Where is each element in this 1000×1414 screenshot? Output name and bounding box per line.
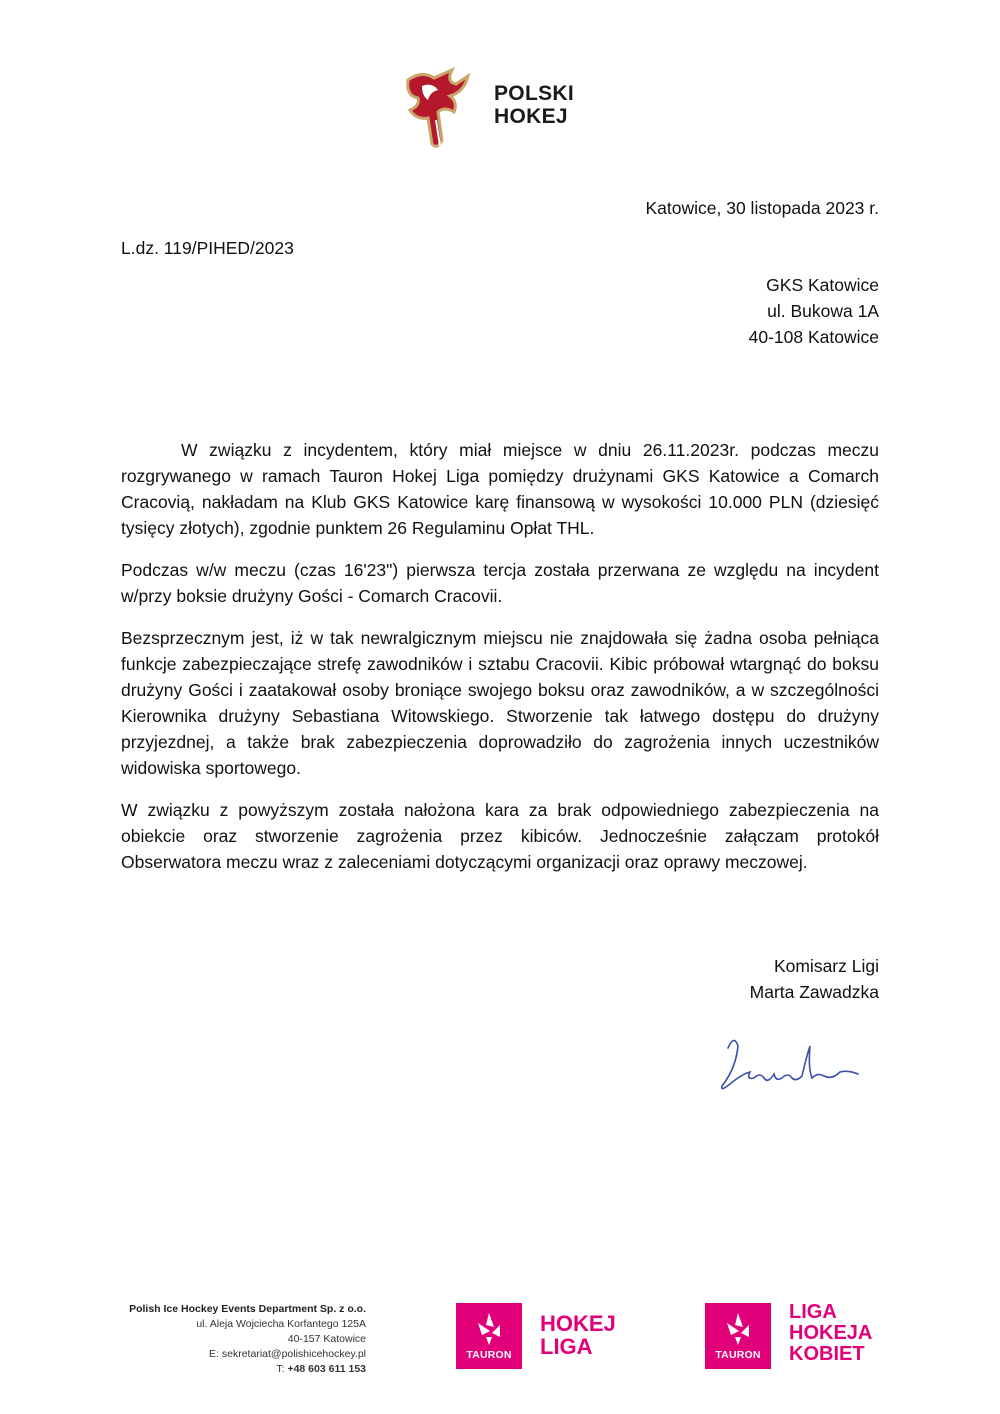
logo-wordmark (494, 82, 574, 128)
paragraph: W związku z incydentem, który miał miejsce w dniu 26.11.2023r. podczas meczu rozgrywanego w ramach Tauron Hokej Liga pomiędzy drużynami GKS Katowice a Comarch Cracovią, nakładam na Klub GKS Katowice karę finansową w wysokości 10.000 PLN (dziesięć tysięcy złotych), zgodnie punktem 26 Regulaminu Opłat THL. (121, 440, 879, 538)
letter-date: Katowice, 30 listopada 2023 r. (645, 198, 879, 218)
tauron-logo (456, 1303, 522, 1369)
logo-line-1: POLSKI (494, 82, 574, 105)
footer-street: ul. Aleja Wojciecha Korfantego 125A (196, 1318, 366, 1330)
hokej-liga-line-1: HOKEJ (540, 1311, 616, 1336)
footer-city: 40-157 Katowice (287, 1333, 366, 1345)
addressee-city: 40-108 Katowice (748, 327, 879, 347)
footer-phone: +48 603 611 153 (287, 1363, 366, 1375)
footer-company: Polish Ice Hockey Events Department Sp. z o.o. (129, 1303, 366, 1315)
signatory-block (750, 953, 879, 1005)
reference-number: L.dz. 119/PIHED/2023 (121, 238, 294, 258)
addressee-block (749, 272, 879, 350)
liga-kobiet-line-2: HOKEJA (789, 1322, 873, 1344)
footer-phone-prefix: T: (276, 1363, 288, 1375)
addressee-name: GKS Katowice (766, 275, 879, 295)
polski-hokej-emblem-icon (398, 62, 476, 154)
tauron-label: TAURON (715, 1349, 761, 1361)
signatory-name: Marta Zawadzka (749, 982, 879, 1002)
liga-kobiet-line-3: KOBIET (789, 1343, 865, 1365)
signatory-title: Komisarz Ligi (773, 956, 879, 976)
footer-address (110, 1302, 366, 1377)
handwritten-signature (708, 1028, 868, 1100)
hokej-liga-wordmark (540, 1312, 616, 1358)
logo-line-2: HOKEJ (494, 105, 568, 128)
footer-phone-line (110, 1362, 366, 1377)
letter-body (121, 437, 879, 891)
tauron-label: TAURON (466, 1349, 512, 1361)
paragraph: Podczas w/w meczu (czas 16'23") pierwsza tercja została przerwana ze względu na incydent w/przy boksie drużyny Gości - Comarch Cracovii. (121, 560, 879, 606)
footer-email: E: sekretariat@polishicehockey.pl (209, 1348, 366, 1360)
paragraph: Bezsprzecznym jest, iż w tak newralgicznym miejscu nie znajdowała się żadna osoba pełniąca funkcje zabezpieczające strefę zawodników i sztabu Cracovii. Kibic próbował wtargnąć do boksu drużyny Gości i zaatakował osoby broniące swojego boksu oraz zawodników, a w szczególności Kierownika drużyny Sebastiana Witowskiego. Stworzenie tak łatwego dostępu do drużyny przyjezdnej, a także brak zabezpieczenia doprowadziło do zagrożenia innych uczestników widowiska sportowego. (121, 628, 879, 778)
tauron-logo (705, 1303, 771, 1369)
paragraph: W związku z powyższym została nałożona kara za brak odpowiedniego zabezpieczenia na obiekcie oraz stworzenie zagrożenia przez kibiców. Jednocześnie załączam protokół Obserwatora meczu wraz z zaleceniami dotyczącymi organizacji oraz oprawy meczowej. (121, 800, 879, 872)
liga-hokeja-kobiet-wordmark (789, 1302, 872, 1365)
hokej-liga-line-2: LIGA (540, 1334, 593, 1359)
liga-kobiet-line-1: LIGA (789, 1301, 837, 1323)
addressee-street: ul. Bukowa 1A (767, 301, 879, 321)
